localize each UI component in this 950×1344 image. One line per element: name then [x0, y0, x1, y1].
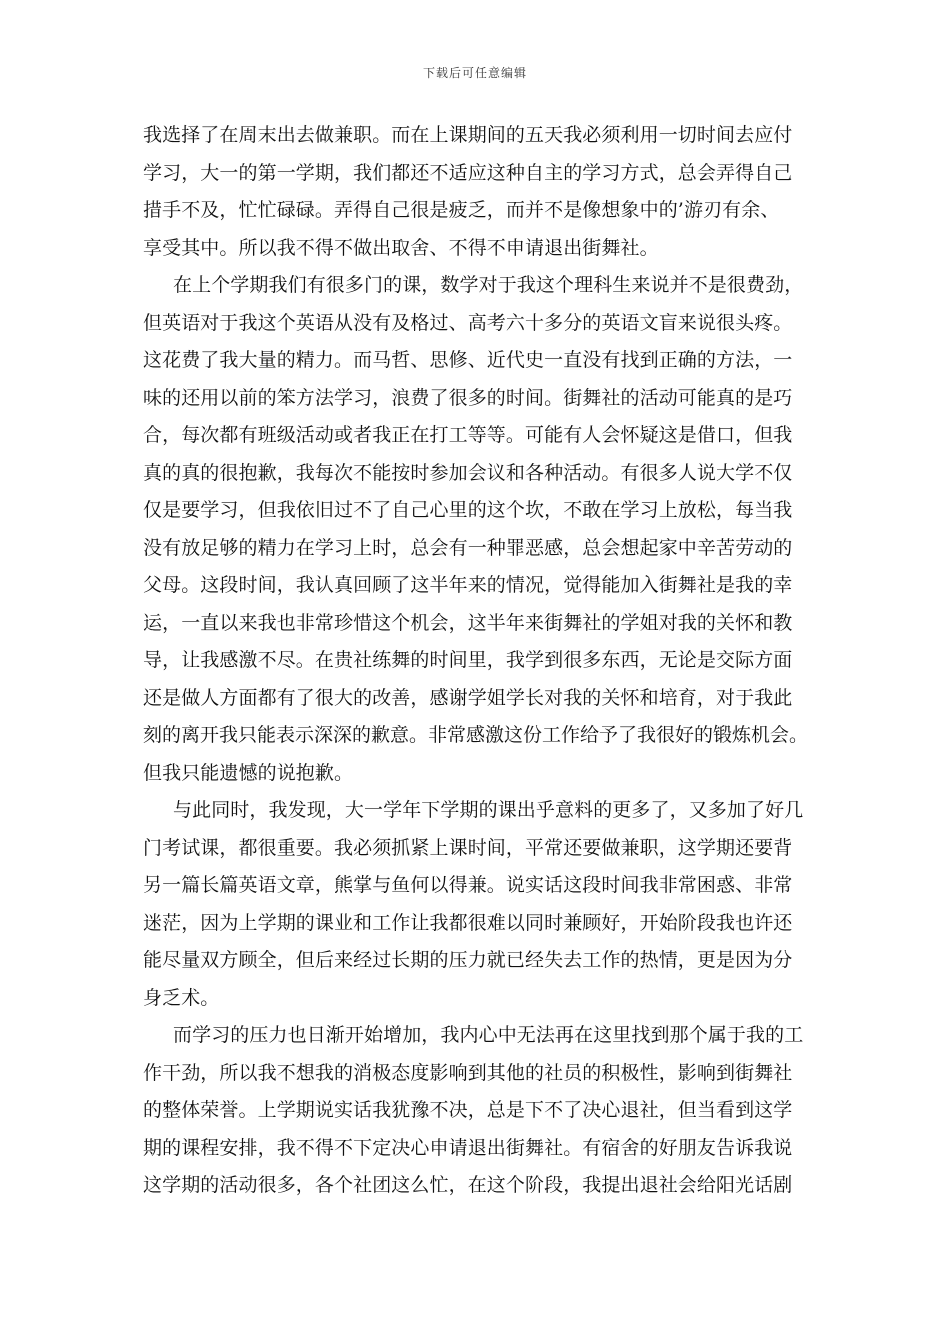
document-body — [143, 117, 819, 1205]
text-line: 味的还用以前的笨方法学习，浪费了很多的时间。街舞社的活动可能真的是巧 — [143, 386, 793, 409]
text-line: 另一篇长篇英语文章，熊掌与鱼何以得兼。说实话这段时间我非常困惑、非常 — [143, 874, 793, 896]
text-line: 期的课程安排，我不得不下定决心申请退出街舞社。有宿舍的好朋友告诉我说 — [143, 1136, 793, 1159]
page-header: 下载后可任意编辑 — [422, 66, 527, 80]
text-line: 学习，大一的第一学期，我们都还不适应这种自主的学习方式，总会弄得自己 — [143, 161, 793, 184]
text-line: 措手不及，忙忙碌碌。弄得自己很是疲乏，而并不是像想象中的’游刃有余、 — [143, 199, 780, 221]
text-line: 没有放足够的精力在学习上时，总会有一种罪恶感，总会想起家中辛苦劳动的 — [143, 536, 793, 559]
text-line: 的整体荣誉。上学期说实话我犹豫不决，总是下不了决心退社，但当看到这学 — [143, 1099, 793, 1121]
text-line: 这花费了我大量的精力。而马哲、思修、近代史一直没有找到正确的方法，一 — [143, 349, 793, 371]
text-line: 运，一直以来我也非常珍惜这个机会，这半年来街舞社的学姐对我的关怀和教 — [143, 611, 793, 634]
text-line: 仅是要学习，但我依旧过不了自己心里的这个坎，不敢在学习上放松，每当我 — [143, 499, 793, 521]
text-line: 真的真的很抱歉，我每次不能按时参加会议和各种活动。有很多人说大学不仅 — [143, 461, 793, 484]
text-line: 还是做人方面都有了很大的改善，感谢学姐学长对我的关怀和培育，对于我此 — [143, 686, 793, 709]
paragraph-start-line: 而学习的压力也日渐开始增加，我内心中无法再在这里找到那个属于我的工 — [173, 1024, 804, 1046]
text-line: 这学期的活动很多，各个社团这么忙，在这个阶段，我提出退社会给阳光话剧 — [143, 1174, 793, 1196]
text-line: 父母。这段时间，我认真回顾了这半年来的情况，觉得能加入街舞社是我的幸 — [143, 574, 793, 596]
text-line: 迷茫，因为上学期的课业和工作让我都很难以同时兼顾好，开始阶段我也许还 — [143, 911, 793, 934]
text-line: 刻的离开我只能表示深深的歉意。非常感激这份工作给予了我很好的锻炼机会。 — [143, 724, 809, 746]
text-line: 享受其中。所以我不得不做出取舍、不得不申请退出街舞社。 — [143, 236, 659, 259]
paragraph-start-line: 与此同时，我发现，大一学年下学期的课出乎意料的更多了，又多加了好几 — [173, 799, 804, 821]
text-line: 但我只能遗憾的说抱歉。 — [143, 761, 354, 784]
text-line: 合，每次都有班级活动或者我正在打工等等。可能有人会怀疑这是借口，但我 — [143, 424, 793, 446]
text-line: 身乏术。 — [143, 986, 220, 1009]
text-line: 门考试课，都很重要。我必须抓紧上课时间，平常还要做兼职，这学期还要背 — [143, 836, 793, 859]
text-line: 我选择了在周末出去做兼职。而在上课期间的五天我必须利用一切时间去应付 — [143, 124, 793, 146]
paragraph-start-line: 在上个学期我们有很多门的课，数学对于我这个理科生来说并不是很费劲， — [173, 274, 804, 296]
text-line: 作干劲，所以我不想我的消极态度影响到其他的社员的积极性，影响到街舞社 — [143, 1061, 793, 1084]
text-line: 能尽量双方顾全，但后来经过长期的压力就已经失去工作的热情，更是因为分 — [143, 949, 793, 971]
text-line: 导，让我感激不尽。在贵社练舞的时间里，我学到很多东西，无论是交际方面 — [143, 649, 793, 671]
text-line: 但英语对于我这个英语从没有及格过、高考六十多分的英语文盲来说很头疼。 — [143, 311, 793, 334]
